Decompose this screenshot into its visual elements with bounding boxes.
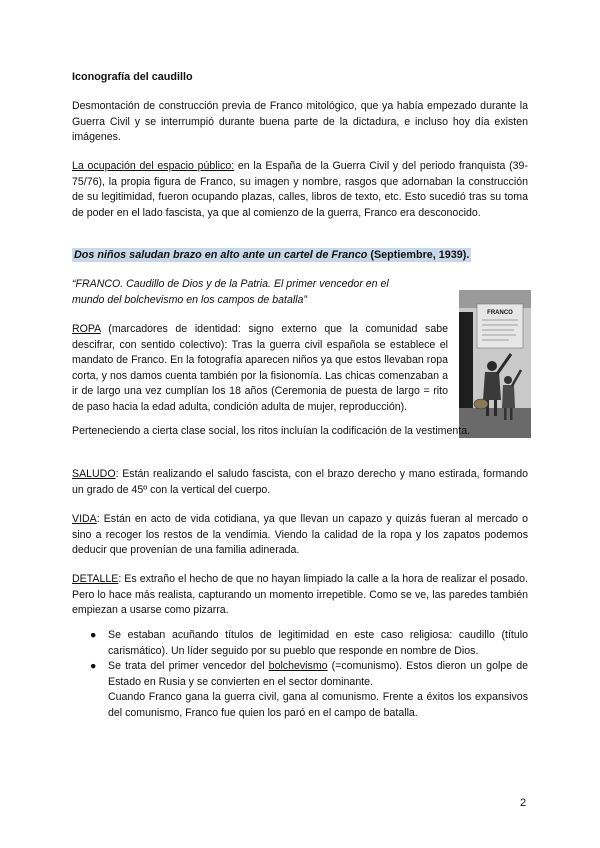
photo-caption (72, 248, 528, 264)
ocupacion-label: La ocupación del espacio público: (72, 160, 235, 172)
ropa-paragraph (72, 322, 448, 415)
detalle-paragraph (72, 572, 528, 619)
detalle-text: : Es extraño el hecho de que no hayan limpiado la calle a la hora de realizar el posado. Pero lo hace más realista, capturando un momento irrepetible. Como se ve, las paredes también empiezan a usarse como pizarra. (72, 573, 528, 616)
vida-text: : Están en acto de vida cotidiana, ya que llevan un capazo y quizás fueran al mercado o sino a recoger los restos de la vendimia. Viendo la calidad de la ropa y los zapatos podemos deducir que provenían de una familia adinerada. (72, 513, 528, 556)
svg-text:FRANCO: FRANCO (487, 310, 513, 316)
ropa-text: (marcadores de identidad: signo externo que la comunidad sabe descifrar, con sentido colectivo): Tras la guerra civil española se establece el mandato de Franco. En la fotografía aparecen niños ya que estos llevaban ropa corta, y nos damos cuenta también por la fisionomía. Las chicas comenzaban a ir de largo una vez cumplían los 18 años (Ceremonia de puesta de largo = rito de paso hacia la edad adulta, condición adulta de mujer, reproducción). (72, 323, 448, 413)
bullet-icon: ● (90, 629, 97, 641)
vida-paragraph (72, 512, 528, 559)
bolchevismo-link: bolchevismo (268, 660, 328, 672)
bullet-text-1: Se estaban acuñando títulos de legitimidad en este caso religiosa: caudillo (título carismático). Un líder seguido por su pueblo que responde en nombre de Dios. (108, 629, 528, 657)
ocupacion-paragraph (72, 159, 528, 221)
bullet-text-2-extra: Cuando Franco gana la guerra civil, gana al comunismo. Frente a éxitos los expansivos del comunismo, Franco fue quien los paró en el campo de batalla. (108, 691, 528, 719)
saludo-text: : Están realizando el saludo fascista, con el brazo derecho y mano estirada, formando un grado de 45º con la vertical del cuerpo. (72, 468, 528, 496)
intro-paragraph: Desmontación de construcción previa de Franco mitológico, que ya había empezado durante la Guerra Civil y se interrumpió durante buena parte de la dictadura, e incluso hoy día existen imágenes. (72, 100, 528, 143)
section-heading: Iconografía del caudillo (72, 71, 193, 83)
saludo-label: SALUDO (72, 468, 116, 480)
bullet-text-2-post: (=comunismo). Estos dieron un golpe de Estado en Rusia y se convierten en el sector dominante. (108, 660, 528, 688)
bullet-text-2-pre: Se trata del primer vencedor del (108, 660, 269, 672)
detalle-label: DETALLE (72, 573, 119, 585)
list-item (90, 659, 528, 690)
vida-label: VIDA (72, 513, 97, 525)
list-item (90, 628, 528, 659)
list-item-continuation (90, 690, 528, 721)
page-number: 2 (520, 797, 527, 809)
caption-title: Dos niños saludan brazo en alto ante un cartel de Franco (74, 249, 368, 261)
bullet-icon: ● (90, 660, 97, 672)
ropa-paragraph-2: Perteneciendo a cierta clase social, los ritos incluían la codificación de la vestimenta. (72, 425, 471, 437)
ropa-label: ROPA (72, 323, 101, 335)
poster-quote: “FRANCO. Caudillo de Dios y de la Patria. El primer vencedor en el mundo del bolchevismo en los campos de batalla” (72, 278, 389, 306)
bullet-list (90, 628, 528, 721)
caption-date: (Septiembre, 1939). (367, 249, 470, 261)
historical-photo (459, 290, 531, 438)
saludo-paragraph (72, 467, 528, 498)
ocupacion-text: en la España de la Guerra Civil y del periodo franquista (39-75/76), la propia figura de Franco, su imagen y nombre, rasgos que adornaban la construcción de su legitimidad, fueron ocupando plazas, calles, libros de texto, etc. Esto sucedió tras su toma de poder en el lado fascista, ya que al comienzo de la guerra, Franco era desconocido. (72, 160, 528, 219)
